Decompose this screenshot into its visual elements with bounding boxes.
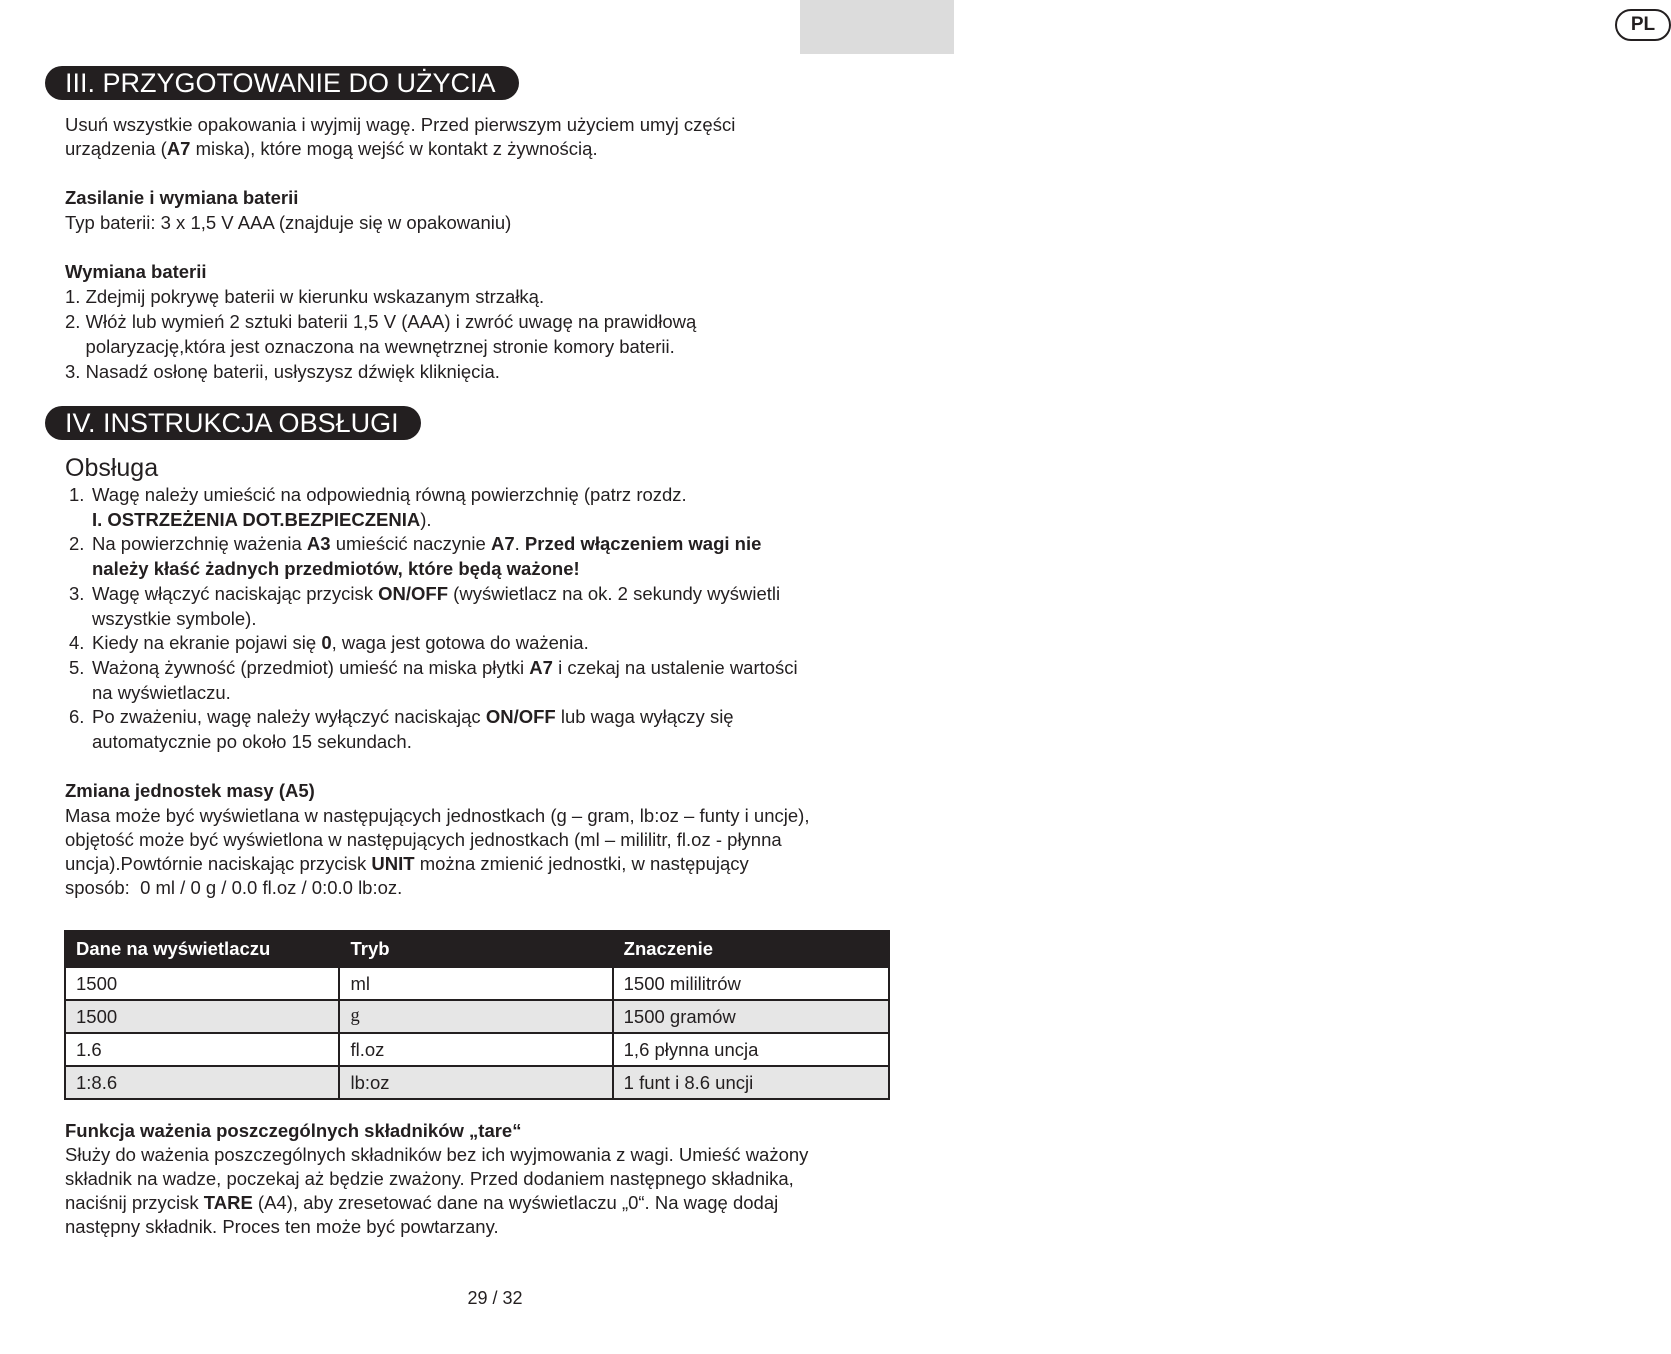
replace-step-2-cont: polaryzację,która jest oznaczona na wewnętrznej stronie komory baterii. xyxy=(65,336,675,357)
replace-step-3: 3. Nasadź osłonę baterii, usłyszysz dźwięk kliknięcia. xyxy=(65,361,500,382)
intro-line-2: urządzenia (A7 miska), które mogą wejść w kontakt z żywnością. xyxy=(65,138,598,159)
table-header-cell: Dane na wyświetlaczu xyxy=(65,931,339,967)
table-cell: 1 funt i 8.6 uncji xyxy=(613,1066,889,1099)
tare-line-4: następny składnik. Proces ten może być powtarzany. xyxy=(65,1216,499,1237)
tare-line-2: składnik na wadze, poczekaj aż będzie zważony. Przed dodaniem następnego składnika, xyxy=(65,1168,794,1189)
table-row xyxy=(65,967,889,1000)
table-header-cell: Tryb xyxy=(339,931,612,967)
table-cell: 1,6 płynna uncja xyxy=(613,1033,889,1066)
operation-step-5: 5. Ważoną żywność (przedmiot) umieść na miska płytki A7 i czekaj na ustalenie wartości na wyświetlaczu. xyxy=(69,656,798,703)
tare-line-3: naciśnij przycisk TARE (A4), aby zresetować dane na wyświetlaczu „0“. Na wagę dodaj xyxy=(65,1192,779,1213)
units-table xyxy=(64,930,890,1100)
operation-steps xyxy=(65,483,798,755)
section-heading-preparation: III. PRZYGOTOWANIE DO UŻYCIA xyxy=(45,66,519,100)
units-title: Zmiana jednostek masy (A5) xyxy=(65,780,315,801)
units-line-3: uncja).Powtórnie naciskając przycisk UNIT można zmienić jednostki, w następujący xyxy=(65,853,749,874)
sub-heading-operation: Obsługa xyxy=(65,454,159,482)
language-tab xyxy=(800,0,1656,54)
operation-step-6: 6. Po zważeniu, wagę należy wyłączyć naciskając ON/OFF lub waga wyłączy się automatycznie po około 15 sekundach. xyxy=(69,706,734,753)
power-text: Typ baterii: 3 x 1,5 V AAA (znajduje się w opakowaniu) xyxy=(65,212,512,233)
page-number: 29 / 32 xyxy=(467,1288,523,1308)
replace-title: Wymiana baterii xyxy=(65,261,207,282)
units-line-4: sposób: 0 ml / 0 g / 0.0 fl.oz / 0:0.0 lb:oz. xyxy=(65,877,403,898)
table-cell: ml xyxy=(339,967,612,1000)
power-title: Zasilanie i wymiana baterii xyxy=(65,187,299,208)
section-heading-instructions: IV. INSTRUKCJA OBSŁUGI xyxy=(45,406,421,440)
table-header-row xyxy=(65,931,889,967)
table-row xyxy=(65,1033,889,1066)
tare-title: Funkcja ważenia poszczególnych składników „tare“ xyxy=(65,1120,522,1141)
replace-step-1: 1. Zdejmij pokrywę baterii w kierunku wskazanym strzałką. xyxy=(65,286,545,307)
table-row xyxy=(65,1000,889,1033)
operation-step-1: 1. Wagę należy umieścić na odpowiednią równą powierzchnię (patrz rozdz. I. OSTRZEŻENIA DOT.BEZPIECZENIA). xyxy=(69,484,687,530)
operation-step-2: 2. Na powierzchnię ważenia A3 umieścić naczynie A7. Przed włączeniem wagi nie należy kłaść żadnych przedmiotów, które będą ważone! xyxy=(69,533,762,580)
table-cell: 1500 gramów xyxy=(613,1000,889,1033)
operation-step-3: 3. Wagę włączyć naciskając przycisk ON/OFF (wyświetlacz na ok. 2 sekundy wyświetli wszystkie symbole). xyxy=(69,582,781,629)
intro-line-1: Usuń wszystkie opakowania i wyjmij wagę. Przed pierwszym użyciem umyj części xyxy=(65,114,736,135)
table-cell: 1500 mililitrów xyxy=(613,967,889,1000)
table-header-cell: Znaczenie xyxy=(613,931,889,967)
table-cell: 1500 xyxy=(65,967,339,1000)
table-cell: 1500 xyxy=(65,1000,339,1033)
table-cell: fl.oz xyxy=(339,1033,612,1066)
language-badge: PL xyxy=(1615,9,1671,41)
table-cell: lb:oz xyxy=(339,1066,612,1099)
table-cell: 1:8.6 xyxy=(65,1066,339,1099)
operation-step-4: 4. Kiedy na ekranie pojawi się 0, waga jest gotowa do ważenia. xyxy=(69,632,589,654)
tare-line-1: Służy do ważenia poszczególnych składników bez ich wyjmowania z wagi. Umieść ważony xyxy=(65,1144,809,1165)
table-cell: 1.6 xyxy=(65,1033,339,1066)
table-cell: g xyxy=(339,1000,612,1033)
table-row xyxy=(65,1066,889,1099)
replace-step-2: 2. Włóż lub wymień 2 sztuki baterii 1,5 V (AAA) i zwróć uwagę na prawidłową xyxy=(65,311,697,332)
units-line-1: Masa może być wyświetlana w następujących jednostkach (g – gram, lb:oz – funty i uncje), xyxy=(65,805,810,826)
units-line-2: objętość może być wyświetlona w następujących jednostkach (ml – mililitr, fl.oz - płynna xyxy=(65,829,782,850)
